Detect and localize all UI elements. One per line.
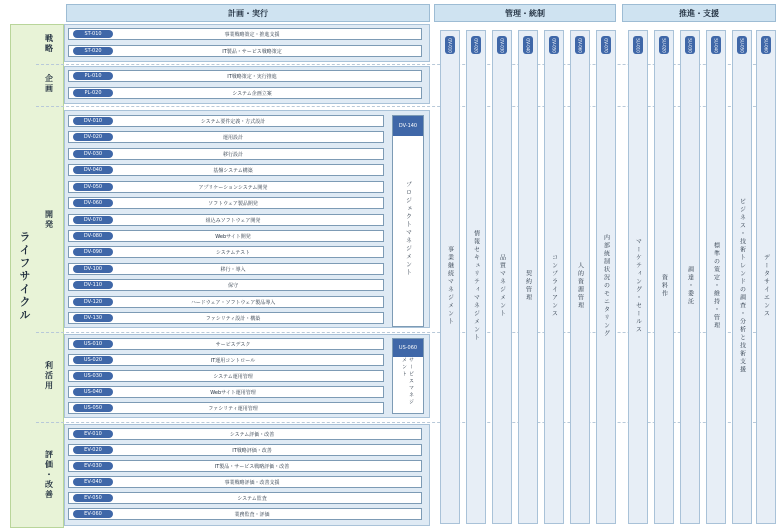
process-pl-020[interactable] [68, 87, 422, 99]
process-name: IT戦略評価・改善 [232, 447, 272, 454]
process-dv-110[interactable] [68, 279, 384, 291]
process-dv-040[interactable] [68, 164, 384, 176]
process-dv-020[interactable] [68, 131, 384, 143]
manage-column-gv-050[interactable] [544, 30, 564, 524]
process-id: US-010 [73, 340, 113, 348]
process-id: EV-030 [73, 462, 113, 470]
project-management-box[interactable] [392, 115, 424, 327]
column-name: 品質マネジメント [498, 254, 506, 318]
process-name: IT運用コントロール [210, 357, 256, 364]
process-id: DV-110 [73, 281, 113, 289]
process-dv-070[interactable] [68, 214, 384, 226]
process-dv-080[interactable] [68, 230, 384, 242]
column-name: 内部統制状況のモニタリング [602, 234, 610, 338]
process-dv-120[interactable] [68, 296, 384, 308]
process-name: システムテスト [215, 249, 251, 256]
column-name: 調達・委託 [686, 266, 694, 306]
process-ev-040[interactable] [68, 476, 422, 488]
process-id: DV-090 [73, 248, 113, 256]
column-name: 情報セキュリティマネジメント [472, 230, 480, 342]
header-manage-govern: 管理・統制 [434, 4, 616, 22]
process-us-020[interactable] [68, 354, 384, 366]
promote-column-su-030[interactable] [680, 30, 700, 524]
column-id-badge: SU-040 [711, 36, 721, 54]
process-id: DV-080 [73, 232, 113, 240]
column-id-badge: SU-050 [737, 36, 747, 54]
process-ev-060[interactable] [68, 508, 422, 520]
column-id-badge: SU-060 [761, 36, 771, 54]
manage-column-gv-010[interactable] [440, 30, 460, 524]
process-name: 事業戦略策定・推進支援 [224, 31, 280, 38]
phase-label-evaluation: 評価・改善 [44, 450, 54, 500]
process-name: 運用設計 [222, 134, 243, 141]
pm-name: プロジェクトマネジメント [404, 181, 412, 277]
phase-label-operation: 利活用 [44, 361, 54, 391]
service-management-box[interactable] [392, 338, 424, 414]
process-name: システム評価・改善 [229, 431, 275, 438]
process-id: DV-100 [73, 265, 113, 273]
process-name: 保守 [227, 282, 238, 289]
process-name: ソフトウェア製品開発 [208, 200, 258, 207]
process-name: システム要件定義・方式設計 [200, 118, 266, 125]
process-id: EV-040 [73, 478, 113, 486]
process-st-020[interactable] [68, 45, 422, 57]
column-name: 事業継続マネジメント [446, 246, 454, 326]
sm-id-badge: US-060 [393, 339, 423, 357]
column-name: 契約管理 [524, 270, 532, 302]
process-id: ST-020 [73, 47, 113, 55]
process-name: 事業戦略評価・改善支援 [224, 479, 280, 486]
promote-column-su-010[interactable] [628, 30, 648, 524]
process-name: 移行・導入 [220, 266, 246, 273]
process-name: ハードウェア・ソフトウェア製品導入 [190, 299, 276, 306]
process-ev-010[interactable] [68, 428, 422, 440]
process-id: PL-010 [73, 72, 113, 80]
manage-column-gv-070[interactable] [596, 30, 616, 524]
process-id: DV-120 [73, 298, 113, 306]
column-id-badge: GV-030 [497, 36, 507, 54]
process-name: システム企画立案 [232, 90, 272, 97]
process-name: 基盤システム構築 [213, 167, 253, 174]
process-dv-060[interactable] [68, 197, 384, 209]
column-name: マーケティング・セールス [634, 238, 642, 334]
process-id: DV-050 [73, 183, 113, 191]
column-id-badge: GV-040 [523, 36, 533, 54]
process-id: EV-010 [73, 430, 113, 438]
process-name: IT戦略策定・実行推進 [227, 73, 277, 80]
process-us-050[interactable] [68, 402, 384, 414]
promote-column-su-060[interactable] [756, 30, 776, 524]
column-id-badge: SU-010 [633, 36, 643, 54]
process-id: US-030 [73, 372, 113, 380]
header-plan-execute: 計画・実行 [66, 4, 430, 22]
process-name: 組込みソフトウェア開発 [205, 217, 261, 224]
process-id: DV-130 [73, 314, 113, 322]
process-name: Webサイト運用管理 [210, 389, 256, 396]
column-name: 人的資源管理 [576, 262, 584, 310]
process-dv-050[interactable] [68, 181, 384, 193]
process-id: DV-070 [73, 216, 113, 224]
process-id: DV-020 [73, 133, 113, 141]
process-id: EV-020 [73, 446, 113, 454]
promote-column-su-050[interactable] [732, 30, 752, 524]
column-name: 標準の策定・維持・管理 [712, 242, 720, 330]
process-id: US-040 [73, 388, 113, 396]
process-st-010[interactable] [68, 28, 422, 40]
column-id-badge: SU-020 [659, 36, 669, 54]
process-us-040[interactable] [68, 386, 384, 398]
sm-name: サービスマネジメント [401, 357, 414, 406]
process-id: DV-060 [73, 199, 113, 207]
column-id-badge: GV-050 [549, 36, 559, 54]
column-name: 資料作 [660, 274, 668, 298]
process-id: US-020 [73, 356, 113, 364]
manage-column-gv-030[interactable] [492, 30, 512, 524]
column-id-badge: GV-020 [471, 36, 481, 54]
process-us-030[interactable] [68, 370, 384, 382]
process-name: システム監査 [237, 495, 267, 502]
process-name: サービスデスク [215, 341, 251, 348]
phase-label-development: 開発 [44, 210, 54, 230]
phase-label-planning: 企画 [44, 74, 54, 94]
process-name: 業務監査・評価 [234, 511, 270, 518]
process-id: PL-020 [73, 89, 113, 97]
process-dv-090[interactable] [68, 246, 384, 258]
process-dv-030[interactable] [68, 148, 384, 160]
process-name: ファシリティ設計・構築 [205, 315, 261, 322]
process-name: アプリケーションシステム開発 [198, 184, 268, 191]
process-name: IT製品・サービス戦略評価・改善 [214, 463, 290, 470]
column-id-badge: GV-060 [575, 36, 585, 54]
manage-column-gv-020[interactable] [466, 30, 486, 524]
process-ev-050[interactable] [68, 492, 422, 504]
process-pl-010[interactable] [68, 70, 422, 82]
promote-column-su-020[interactable] [654, 30, 674, 524]
process-us-010[interactable] [68, 338, 384, 350]
phase-label-strategy: 戦略 [44, 34, 54, 54]
process-id: EV-050 [73, 494, 113, 502]
column-id-badge: GV-070 [601, 36, 611, 54]
promote-column-su-040[interactable] [706, 30, 726, 524]
column-name: データサイエンス [762, 254, 770, 318]
process-ev-030[interactable] [68, 460, 422, 472]
column-id-badge: GV-010 [445, 36, 455, 54]
manage-column-gv-060[interactable] [570, 30, 590, 524]
process-name: 移行設計 [222, 151, 243, 158]
manage-column-gv-040[interactable] [518, 30, 538, 524]
process-dv-010[interactable] [68, 115, 384, 127]
header-promote-support: 推進・支援 [622, 4, 776, 22]
pm-id-badge: DV-140 [393, 116, 423, 136]
process-id: ST-010 [73, 30, 113, 38]
process-name: IT製品・サービス戦略策定 [222, 48, 282, 55]
column-name: ビジネス・技術トレンドの調査・分析と技術支援 [738, 198, 746, 374]
process-id: DV-040 [73, 166, 113, 174]
lifecycle-title: ライフサイクル [18, 230, 31, 322]
process-name: ファシリティ運用管理 [208, 405, 258, 412]
process-dv-130[interactable] [68, 312, 384, 324]
process-id: DV-030 [73, 150, 113, 158]
process-name: Webサイト開発 [215, 233, 251, 240]
column-name: コンプライアンス [550, 254, 558, 318]
process-dv-100[interactable] [68, 263, 384, 275]
process-id: EV-060 [73, 510, 113, 518]
process-id: DV-010 [73, 117, 113, 125]
column-id-badge: SU-030 [685, 36, 695, 54]
process-id: US-050 [73, 404, 113, 412]
process-name: システム運用管理 [213, 373, 253, 380]
process-ev-020[interactable] [68, 444, 422, 456]
